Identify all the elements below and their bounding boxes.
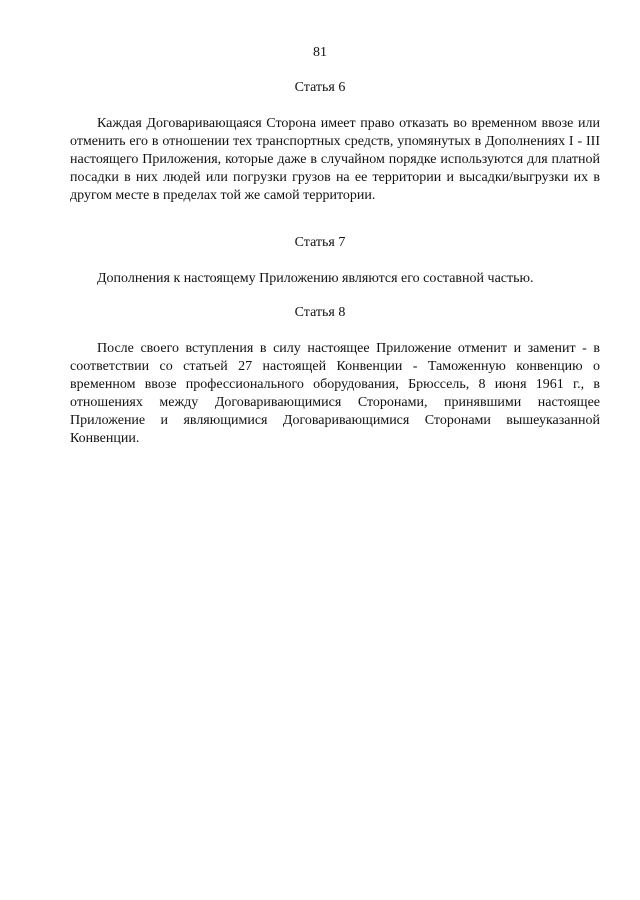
article-7-paragraph: Дополнения к настоящему Приложению являются его составной частью. — [97, 271, 534, 286]
article-8-heading: Статья 8 — [294, 305, 346, 320]
page-number: 81 — [313, 45, 327, 60]
article-6-heading: Статья 6 — [294, 80, 346, 95]
article-8-paragraph: После своего вступления в силу настоящее Приложение отменит и заменит - в соответствии со статьей 27 настоящей Конвенции - Таможенную конвенцию о временном ввозе профессионального оборудования, Брюссель, 8 июня 1961 г., в отношениях между Договаривающимися Сторонами, принявшими настоящее Приложение и являющимися Договаривающимися Сторонами вышеуказанной Конвенции. — [70, 341, 600, 446]
article-7-heading: Статья 7 — [294, 235, 346, 250]
article-6-paragraph: Каждая Договаривающаяся Сторона имеет право отказать во временном ввозе или отменить его в отношении тех транспортных средств, упомянутых в Дополнениях I - III настоящего Приложения, которые даже в случайном порядке используются для платной посадки в них людей или погрузки грузов на ее территории и высадки/выгрузки их в другом месте в пределах той же самой территории. — [70, 116, 600, 203]
